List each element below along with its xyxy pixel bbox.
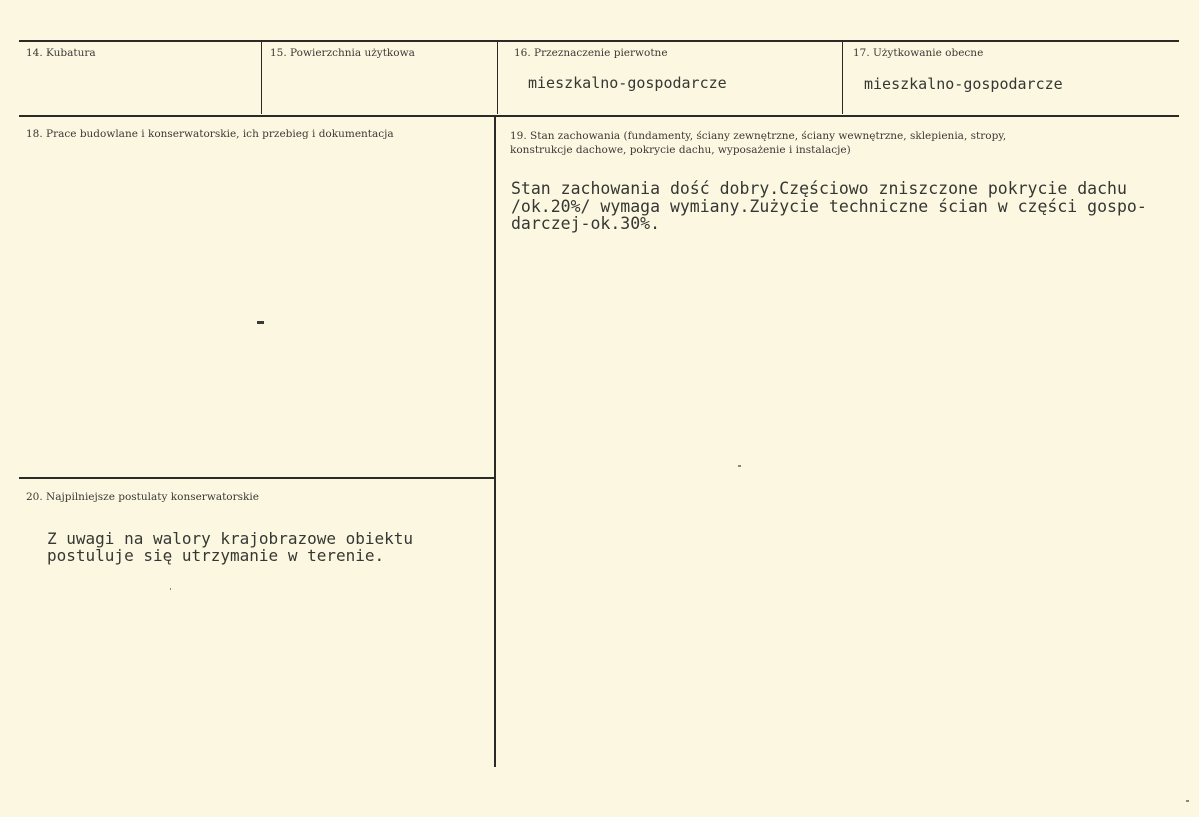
paper-speck bbox=[1186, 800, 1189, 802]
field-19-label-line1: 19. Stan zachowania (fundamenty, ściany zewnętrzne, ściany wewnętrzne, sklepienia, stropy, bbox=[510, 130, 1007, 142]
center-divider bbox=[494, 117, 496, 767]
field-14-label: 14. Kubatura bbox=[26, 47, 96, 59]
divider-15-16 bbox=[261, 42, 262, 114]
field-19-value-line2: /ok.20%/ wymaga wymiany.Zużycie techniczne ścian w części gospo- bbox=[511, 197, 1147, 216]
field-15-label: 15. Powierzchnia użytkowa bbox=[270, 47, 415, 59]
field-20-label: 20. Najpilniejsze postulaty konserwatorskie bbox=[26, 491, 259, 503]
field-20-value-line2: postuluje się utrzymanie w terenie. bbox=[47, 546, 385, 565]
field-19-value-line1: Stan zachowania dość dobry.Częściowo zniszczone pokrycie dachu bbox=[511, 179, 1127, 198]
field-19-label-line2: konstrukcje dachowe, pokrycie dachu, wyposażenie i instalacje) bbox=[510, 144, 851, 156]
divider-16-17 bbox=[497, 42, 498, 114]
top-rule bbox=[19, 40, 1179, 42]
field-16-label: 16. Przeznaczenie pierwotne bbox=[514, 47, 668, 59]
row-rule-1 bbox=[19, 115, 1179, 117]
rule-18-20 bbox=[19, 477, 494, 479]
field-17-value: mieszkalno-gospodarcze bbox=[864, 75, 1063, 93]
field-19-value-line3: darczej-ok.30%. bbox=[511, 214, 661, 233]
field-18-label: 18. Prace budowlane i konserwatorskie, ich przebieg i dokumentacja bbox=[26, 128, 394, 140]
paper-speck bbox=[738, 465, 741, 467]
paper-speck bbox=[170, 588, 171, 590]
divider-17-right bbox=[842, 42, 843, 114]
field-18-value bbox=[257, 321, 264, 324]
field-16-value: mieszkalno-gospodarcze bbox=[528, 74, 727, 92]
field-20-value-line1: Z uwagi na walory krajobrazowe obiektu bbox=[47, 529, 414, 548]
field-17-label: 17. Użytkowanie obecne bbox=[853, 47, 984, 59]
